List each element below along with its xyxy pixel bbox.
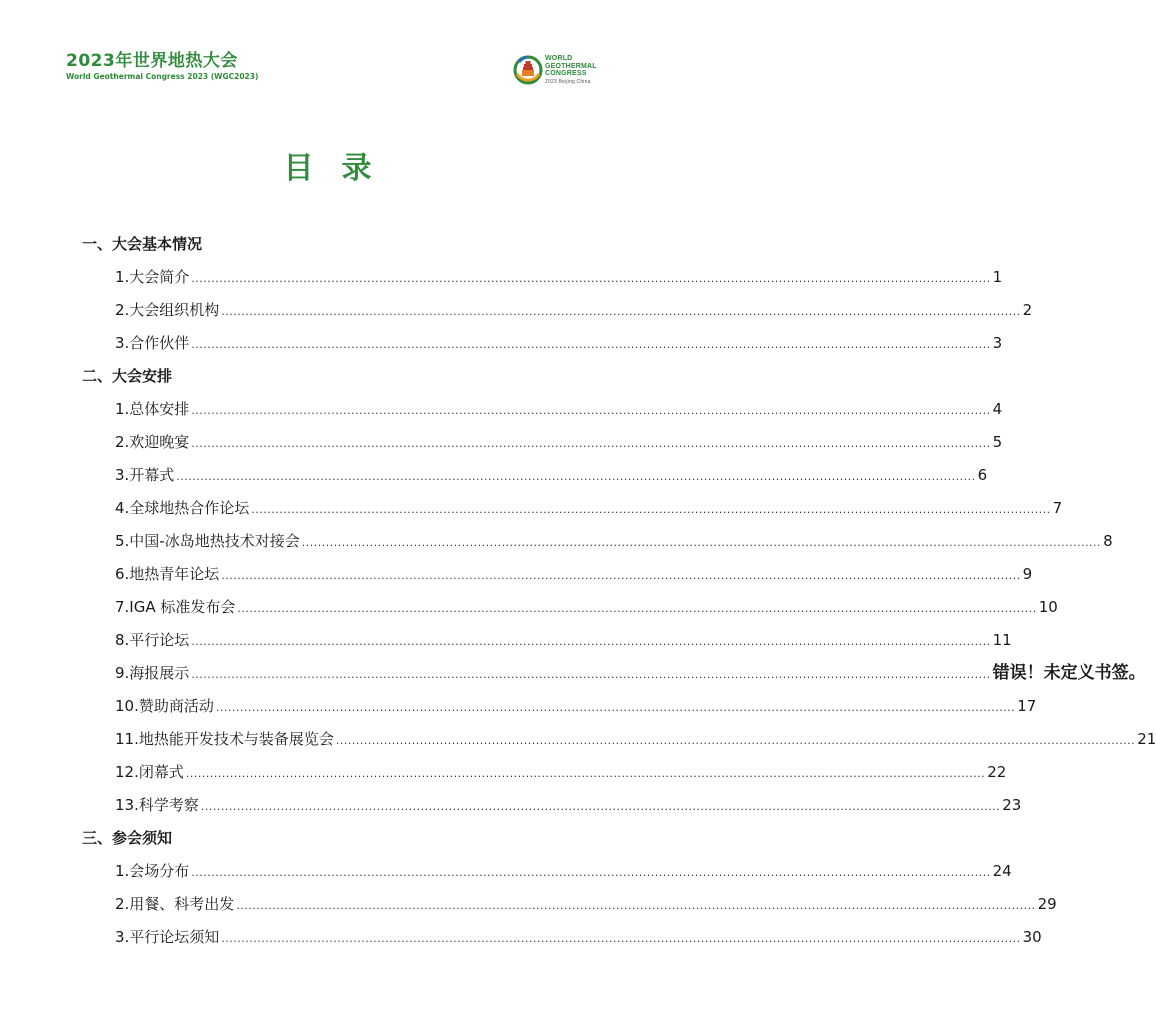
toc-entry[interactable] [115,563,1033,585]
toc-entry-label: 1.总体安排 [115,400,190,418]
toc-entry-label: 2.欢迎晚宴 [115,433,190,451]
toc-entry-label: 7.IGA 标准发布会 [115,598,236,616]
toc-entry-page: 23 [1002,796,1022,814]
table-of-contents [82,233,1156,959]
toc-entry-label: 9.海报展示 [115,664,190,682]
leader-dots: ........................................................................................................................................................................................................ [335,734,1136,747]
toc-entry[interactable] [115,497,1063,519]
leader-dots: ........................................................................................................................................................................................................ [237,602,1037,615]
toc-entry-page: 29 [1037,895,1057,913]
logo-line-4: 2023 Beijing China [545,78,591,85]
wgc-logo-emblem-icon [513,52,545,88]
toc-entry-page: 9 [1022,565,1033,583]
toc-entry[interactable] [115,761,1007,783]
toc-entry-label: 5.中国-冰岛地热技术对接会 [115,532,300,550]
toc-entry[interactable] [115,431,1003,453]
leader-dots: ........................................................................................................................................................................................................ [191,866,991,879]
toc-entry-label: 11.地热能开发技术与装备展览会 [115,730,334,748]
logo-line-1: WORLD [545,55,573,62]
leader-dots: ........................................................................................................................................................................................................ [236,899,1036,912]
toc-title: 目录 [283,151,400,186]
toc-entry-label: 1.会场分布 [115,862,190,880]
toc-entry-page: 21 [1137,730,1156,748]
toc-entry-page: 6 [977,466,988,484]
toc-entry-label: 3.合作伙伴 [115,334,190,352]
toc-section-heading: 三、参会须知 [82,829,173,847]
toc-entry-label: 2.大会组织机构 [115,301,220,319]
toc-section-heading: 二、大会安排 [82,367,173,385]
toc-entry-page-error: 错误！未定义书签。 [992,663,1146,683]
toc-entry-label: 10.赞助商活动 [115,697,214,715]
leader-dots: ........................................................................................................................................................................................................ [221,932,1021,945]
leader-dots: ........................................................................................................................................................................................................ [191,437,991,450]
toc-entry[interactable] [115,299,1033,321]
toc-entry-page: 2 [1022,301,1033,319]
toc-entry-label: 6.地热青年论坛 [115,565,220,583]
toc-entry-label: 4.全球地热合作论坛 [115,499,250,517]
toc-entry[interactable] [115,530,1113,552]
logo-line-3: CONGRESS [545,70,587,77]
toc-entry[interactable] [115,596,1058,618]
toc-section-heading: 一、大会基本情况 [82,235,203,253]
toc-entry[interactable] [115,926,1042,948]
toc-entry[interactable] [115,629,1012,651]
toc-entry-page: 8 [1103,532,1113,550]
leader-dots: ........................................................................................................................................................................................................ [176,470,976,483]
toc-entry-label: 12.闭幕式 [115,763,184,781]
toc-entry[interactable] [115,266,1003,288]
toc-entry-label: 1.大会简介 [115,268,190,286]
toc-entry-page: 7 [1052,499,1063,517]
toc-entry-page: 30 [1022,928,1042,946]
leader-dots: ........................................................................................................................................................................................................ [191,272,991,285]
toc-entry-page: 5 [992,433,1003,451]
congress-title: 2023年世界地热大会 [66,51,238,71]
toc-entry[interactable] [115,332,1003,354]
toc-entry[interactable] [115,398,1003,420]
leader-dots: ........................................................................................................................................................................................................ [191,404,991,417]
toc-entry[interactable] [115,728,1156,750]
toc-entry-page: 11 [992,631,1012,649]
leader-dots: ........................................................................................................................................................................................................ [221,305,1021,318]
toc-entry-label: 3.平行论坛须知 [115,928,220,946]
toc-entry-page: 10 [1038,598,1058,616]
toc-entry[interactable] [115,662,1146,684]
toc-entry-label: 3.开幕式 [115,466,175,484]
leader-dots: ........................................................................................................................................................................................................ [251,503,1051,516]
leader-dots: ........................................................................................................................................................................................................ [185,767,986,780]
leader-dots: ........................................................................................................................................................................................................ [221,569,1021,582]
toc-entry-page: 17 [1017,697,1037,715]
leader-dots: ........................................................................................................................................................................................................ [301,536,1102,549]
leader-dots: ........................................................................................................................................................................................................ [191,338,991,351]
leader-dots: ........................................................................................................................................................................................................ [200,800,1001,813]
toc-entry-page: 22 [987,763,1007,781]
toc-entry[interactable] [115,860,1012,882]
leader-dots: ........................................................................................................................................................................................................ [191,668,991,681]
logo-line-2: GEOTHERMAL [545,62,597,70]
toc-entry-page: 24 [992,862,1012,880]
congress-header [66,52,258,82]
wgc-logo [513,52,597,88]
toc-entry-label: 13.科学考察 [115,796,199,814]
leader-dots: ........................................................................................................................................................................................................ [191,635,991,648]
congress-subtitle: World Geothermal Congress 2023 (WGC2023) [66,72,259,81]
toc-entry-page: 4 [992,400,1003,418]
toc-entry-page: 3 [992,334,1003,352]
toc-entry[interactable] [115,695,1037,717]
toc-entry[interactable] [115,464,988,486]
toc-entry[interactable] [115,794,1022,816]
toc-entry-label: 2.用餐、科考出发 [115,895,235,913]
toc-entry-label: 8.平行论坛 [115,631,190,649]
toc-entry-page: 1 [992,268,1003,286]
toc-entry[interactable] [115,893,1057,915]
leader-dots: ........................................................................................................................................................................................................ [215,701,1016,714]
